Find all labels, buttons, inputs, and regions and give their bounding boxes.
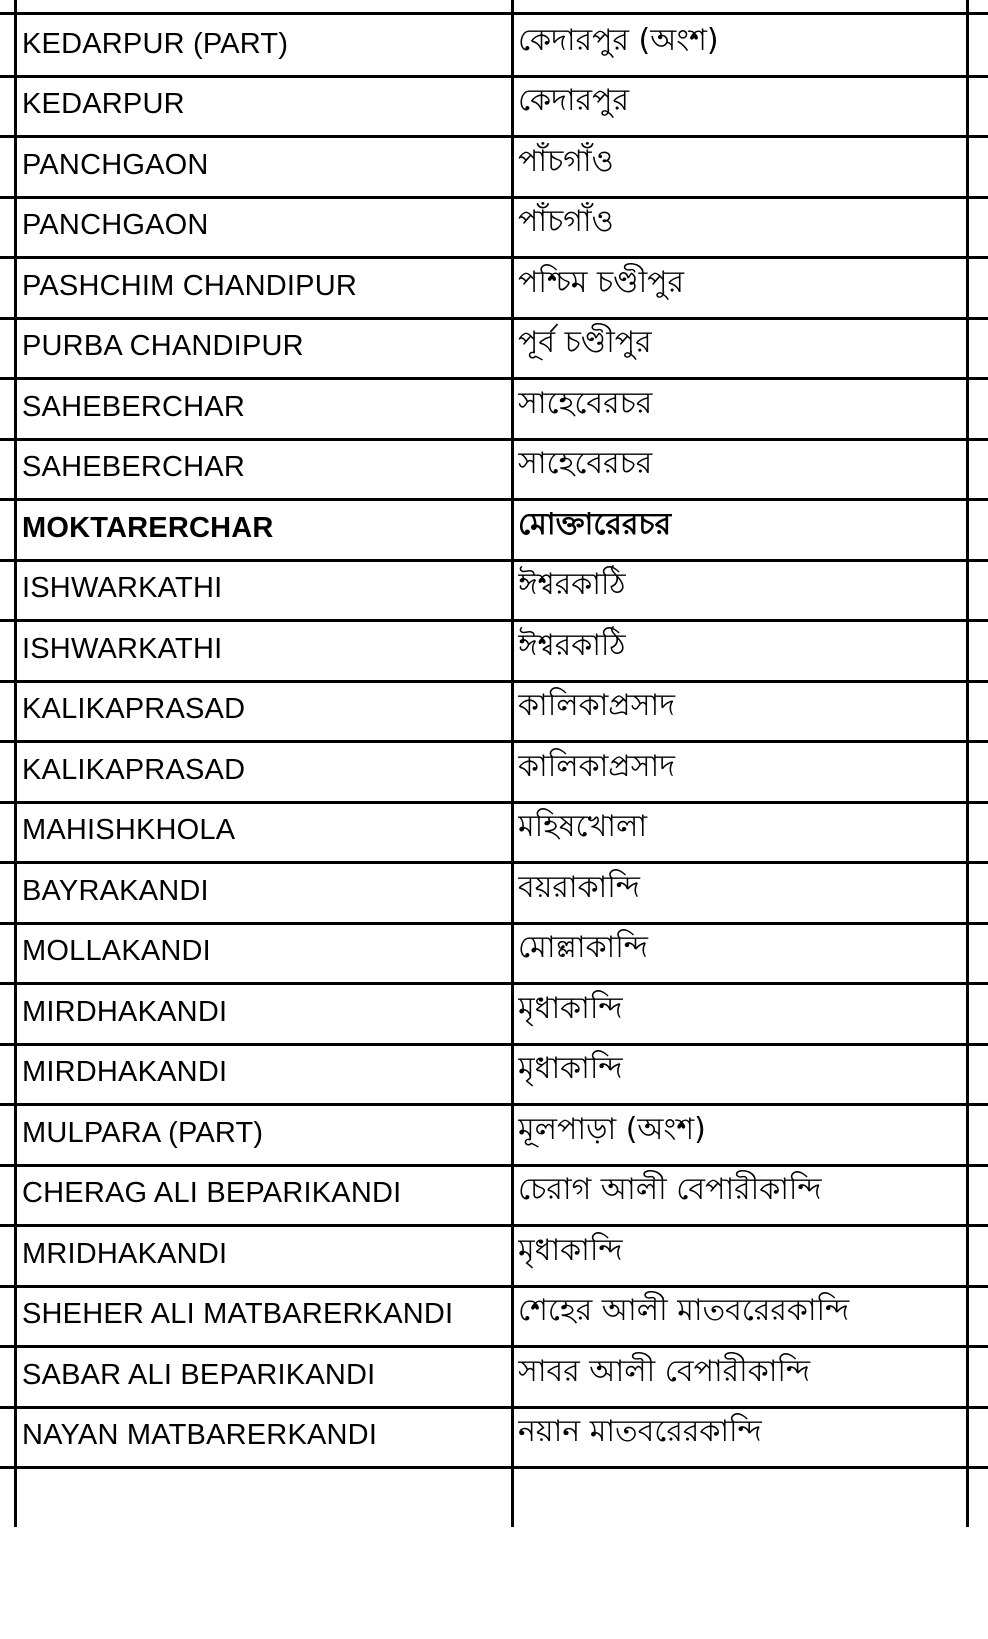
table-row <box>0 922 988 983</box>
english-place-name: CHERAG ALI BEPARIKANDI <box>22 1177 402 1210</box>
table-row <box>0 801 988 862</box>
english-place-name: SHEHER ALI MATBARERKANDI <box>22 1298 454 1331</box>
bengali-place-name: মহিষখোলা <box>518 809 648 845</box>
bengali-place-name: কেদারপুর <box>518 83 629 119</box>
table-row <box>0 75 988 136</box>
bengali-place-name: মোল্লাকান্দি <box>518 930 648 966</box>
english-place-name: MRIDHAKANDI <box>22 1237 228 1270</box>
english-place-name: MOKTARERCHAR <box>22 511 274 544</box>
table-row <box>0 1043 988 1104</box>
table-row <box>0 559 988 620</box>
bengali-place-name: ঈশ্বরকাঠি <box>518 627 626 663</box>
english-place-name: PASHCHIM CHANDIPUR <box>22 269 357 302</box>
bengali-place-name: কেদারপুর (অংশ) <box>518 22 719 58</box>
table-row <box>0 438 988 499</box>
table-row <box>0 256 988 317</box>
bengali-place-name: সাহেবেরচর <box>518 385 653 421</box>
english-place-name: MOLLAKANDI <box>22 935 211 968</box>
bengali-place-name: চেরাগ আলী বেপারীকান্দি <box>518 1172 822 1208</box>
bengali-place-name: মৃধাকান্দি <box>518 1232 623 1268</box>
english-place-name: MIRDHAKANDI <box>22 1056 228 1089</box>
english-place-name: MIRDHAKANDI <box>22 995 228 1028</box>
table-row <box>0 196 988 257</box>
table-row <box>0 619 988 680</box>
table-row <box>0 1103 988 1164</box>
bengali-place-name: সাবর আলী বেপারীকান্দি <box>518 1353 811 1389</box>
bengali-place-name: পাঁচগাঁও <box>518 143 614 179</box>
bengali-place-name: মৃধাকান্দি <box>518 1051 623 1087</box>
bengali-place-name: সাহেবেরচর <box>518 446 653 482</box>
bengali-place-name: পাঁচগাঁও <box>518 204 614 240</box>
english-place-name: SABAR ALI BEPARIKANDI <box>22 1358 376 1391</box>
english-place-name: BAYRAKANDI <box>22 874 209 907</box>
bengali-place-name: মৃধাকান্দি <box>518 990 623 1026</box>
table-row <box>0 135 988 196</box>
english-place-name: SAHEBERCHAR <box>22 451 245 484</box>
table-row <box>0 680 988 741</box>
english-place-name: KEDARPUR <box>22 88 185 121</box>
bengali-place-name: নয়ান মাতবরেরকান্দি <box>518 1414 762 1450</box>
table-row <box>0 1406 988 1467</box>
english-place-name: PANCHGAON <box>22 148 209 181</box>
table-row <box>0 1345 988 1406</box>
table-row <box>0 14 988 75</box>
table-row <box>0 1285 988 1346</box>
bengali-place-name: ঈশ্বরকাঠি <box>518 567 626 603</box>
english-place-name: MAHISHKHOLA <box>22 814 236 847</box>
table-row <box>0 1224 988 1285</box>
english-place-name: SAHEBERCHAR <box>22 390 245 423</box>
table-row <box>0 377 988 438</box>
bengali-place-name: শেহের আলী মাতবরেরকান্দি <box>518 1293 850 1329</box>
english-place-name: ISHWARKATHI <box>22 632 223 665</box>
bengali-place-name: কালিকাপ্রসাদ <box>518 748 675 784</box>
english-place-name: KEDARPUR (PART) <box>22 27 289 60</box>
table-row <box>0 740 988 801</box>
bengali-place-name: পশ্চিম চণ্ডীপুর <box>518 264 685 300</box>
english-place-name: KALIKAPRASAD <box>22 693 246 726</box>
table-row <box>0 317 988 378</box>
english-place-name: PURBA CHANDIPUR <box>22 330 304 363</box>
table-row <box>0 1164 988 1225</box>
english-place-name: ISHWARKATHI <box>22 572 223 605</box>
bengali-place-name: মোক্তারেরচর <box>518 506 672 542</box>
place-name-table <box>0 14 988 1466</box>
bengali-place-name: পূর্ব চণ্ডীপুর <box>518 325 652 361</box>
english-place-name: PANCHGAON <box>22 209 209 242</box>
table-row <box>0 982 988 1043</box>
english-place-name: NAYAN MATBARERKANDI <box>22 1419 378 1452</box>
bengali-place-name: বয়রাকান্দি <box>518 869 640 905</box>
table-row <box>0 861 988 922</box>
bengali-place-name: মূলপাড়া (অংশ) <box>518 1111 706 1147</box>
english-place-name: MULPARA (PART) <box>22 1116 264 1149</box>
table-row <box>0 498 988 559</box>
english-place-name: KALIKAPRASAD <box>22 753 246 786</box>
bengali-place-name: কালিকাপ্রসাদ <box>518 688 675 724</box>
